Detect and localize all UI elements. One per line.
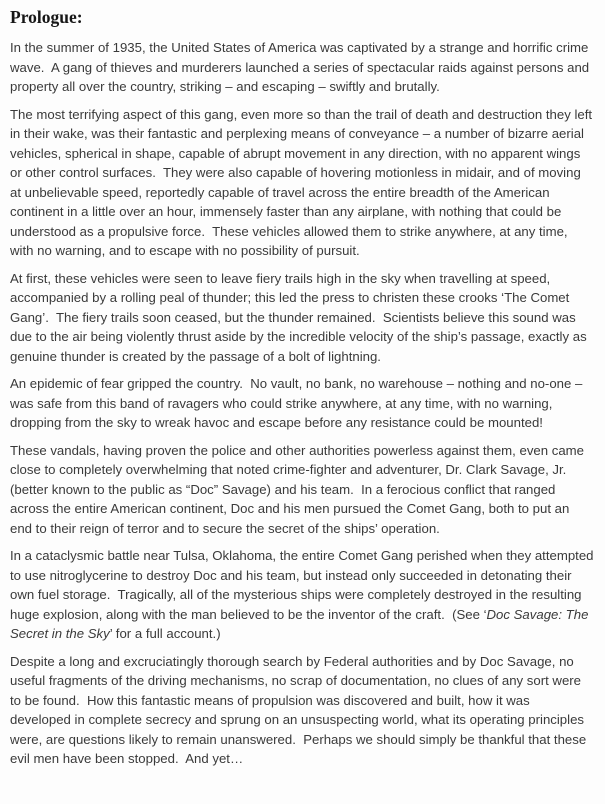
paragraph-terrifying-aspect xyxy=(10,105,594,261)
paragraph-text: In a cataclysmic battle near Tulsa, Oklahoma, the entire Comet Gang perished when they attempted to use nitroglycerine to destroy Doc and his team, but instead only succeeded in detonating their own fuel storage. Tragically, all of the mysterious ships were completely destroyed in the resulting huge explosion, along with the man believed to be the inventor of the craft. (See ‘ xyxy=(10,548,598,622)
paragraph-federal-search xyxy=(10,652,594,769)
paragraph-fiery-trails xyxy=(10,269,594,367)
book-title-italic: Doc Savage: The Secret in the Sky xyxy=(10,606,593,641)
paragraph-text: Despite a long and excruciatingly thorough search by Federal authorities and by Doc Savage, no useful fragments of the driving mechanisms, no scrap of documentation, no clues of any sort were to be found. How this fantastic means of propulsion was discovered and built, how it was developed in complete secrecy and sprung on an unsuspecting world, what its operating principles were, are questions likely to remain unanswered. Perhaps we should simply be thankful that these evil men have been stopped. And yet… xyxy=(10,653,590,766)
paragraph-crime-wave xyxy=(10,38,594,97)
paragraph-text: An epidemic of fear gripped the country. No vault, no bank, no warehouse – nothing and no-one – was safe from this band of ravagers who could strike anywhere, at any time, with no warning, dropping from the sky to wreak havoc and escape before any resistance could be mounted! xyxy=(10,376,586,430)
paragraph-text: ’ for a full account.) xyxy=(109,626,221,641)
paragraph-epidemic-of-fear xyxy=(10,374,594,433)
page-title: Prologue: xyxy=(10,7,83,27)
paragraph-text: These vandals, having proven the police and other authorities powerless against them, even came close to completely overwhelming that noted crime-fighter and adventurer, Dr. Clark Savage, Jr. (better known to the public as “Doc” Savage) and his team. In a ferocious conflict that ranged across the entire American continent, Doc and his men pursued the Comet Gang, both to put an end to their reign of terror and to secure the secret of the ships’ operation. xyxy=(10,442,588,536)
paragraph-text: At first, these vehicles were seen to leave fiery trails high in the sky when travelling at speed, accompanied by a rolling peal of thunder; this led the press to christen these crooks ‘The Comet Gang’. The fiery trails soon ceased, but the thunder remained. Scientists believe this sound was due to the air being violently thrust aside by the incredible velocity of the ship’s passage, exactly as genuine thunder is created by the passage of a bolt of lightning. xyxy=(10,270,591,364)
paragraph-tulsa-battle xyxy=(10,546,598,644)
paragraph-text: The most terrifying aspect of this gang, even more so than the trail of death and destruction they left in their wake, was their fantastic and perplexing means of conveyance – a number of bizarre aerial vehicles, spherical in shape, capable of abrupt movement in any direction, with no apparent wings or other control surfaces. They were also capable of hovering motionless in midair, and of moving at unbelievable speed, reportedly capable of travel across the entire breadth of the American continent in a little over an hour, immensely faster than any airplane, with nothing that could be understood as a propulsive force. These vehicles allowed them to strike anywhere, at any time, with no warning, and to escape with no possibility of pursuit. xyxy=(10,106,596,258)
paragraph-text: In the summer of 1935, the United States of America was captivated by a strange and horrific crime wave. A gang of thieves and murderers launched a series of spectacular raids against persons and property all over the country, striking – and escaping – swiftly and brutally. xyxy=(10,40,593,94)
paragraph-doc-savage xyxy=(10,441,594,539)
